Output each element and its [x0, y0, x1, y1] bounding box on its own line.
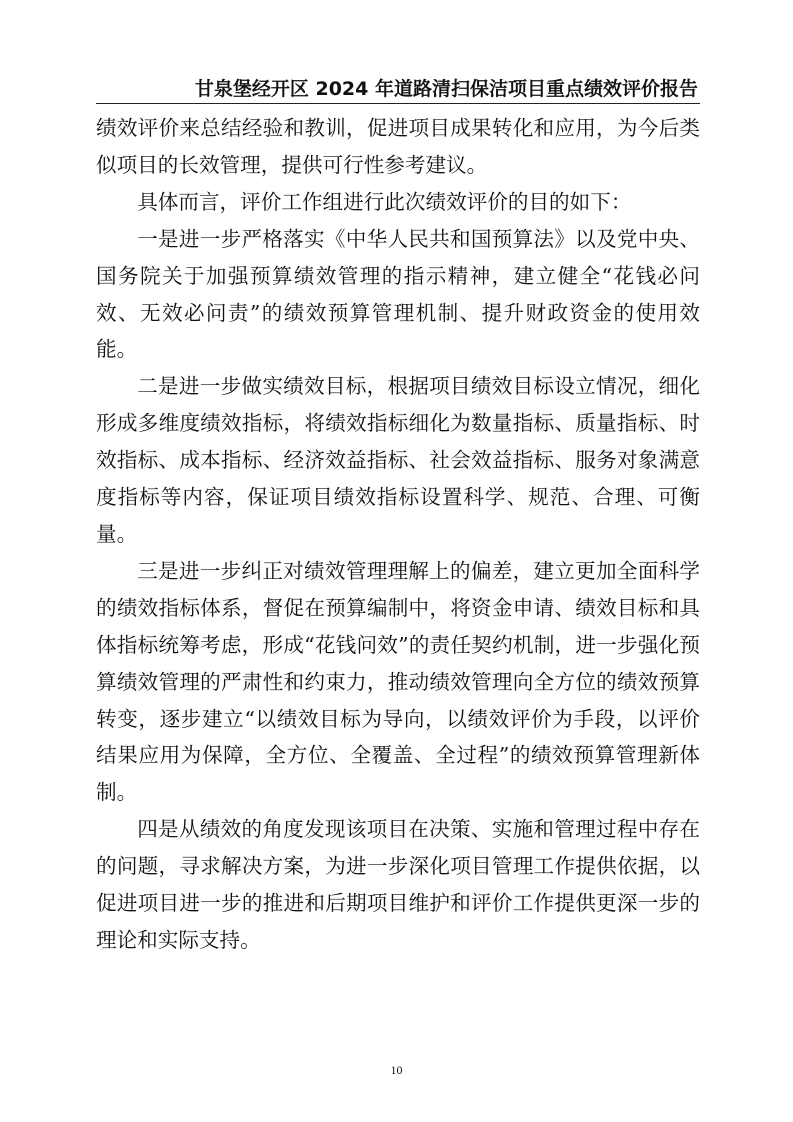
page-header-title: 甘泉堡经开区 2024 年道路清扫保洁项目重点绩效评价报告 [194, 78, 698, 100]
paragraph-purpose-two: 二是进一步做实绩效目标，根据项目绩效目标设立情况，细化形成多维度绩效指标，将绩效指标细化为数量指标、质量指标、时效指标、成本指标、经济效益指标、社会效益指标、服务对象满意度指标等内容，保证项目绩效指标设置科学、规范、合理、可衡量。 [96, 374, 700, 546]
paragraph-purpose-three: 三是进一步纠正对绩效管理理解上的偏差，建立更加全面科学的绩效指标体系，督促在预算编制中，将资金申请、绩效目标和具体指标统筹考虑，形成“花钱问效”的责任契约机制，进一步强化预算绩效管理的严肃性和约束力，推动绩效管理向全方位的绩效预算转变，逐步建立“以绩效目标为导向，以绩效评价为手段，以评价结果应用为保障，全方位、全覆盖、全过程”的绩效预算管理新体制。 [96, 558, 700, 805]
page-number: 10 [390, 1063, 403, 1077]
header-divider [96, 103, 700, 104]
paragraph-purpose-four: 四是从绩效的角度发现该项目在决策、实施和管理过程中存在的问题，寻求解决方案，为进一步深化项目管理工作提供依据，以促进项目进一步的推进和后期项目维护和评价工作提供更深一步的理论和实际支持。 [96, 817, 700, 952]
paragraph-continuation: 绩效评价来总结经验和教训，促进项目成果转化和应用，为今后类似项目的长效管理，提供可行性参考建议。 [96, 116, 700, 177]
paragraph-purpose-one: 一是进一步严格落实《中华人民共和国预算法》以及党中央、国务院关于加强预算绩效管理的指示精神，建立健全“花钱必问效、无效必问责”的绩效预算管理机制、提升财政资金的使用效能。 [96, 226, 700, 362]
document-body [96, 110, 700, 959]
paragraph-purpose-intro: 具体而言，评价工作组进行此次绩效评价的目的如下： [137, 189, 632, 214]
